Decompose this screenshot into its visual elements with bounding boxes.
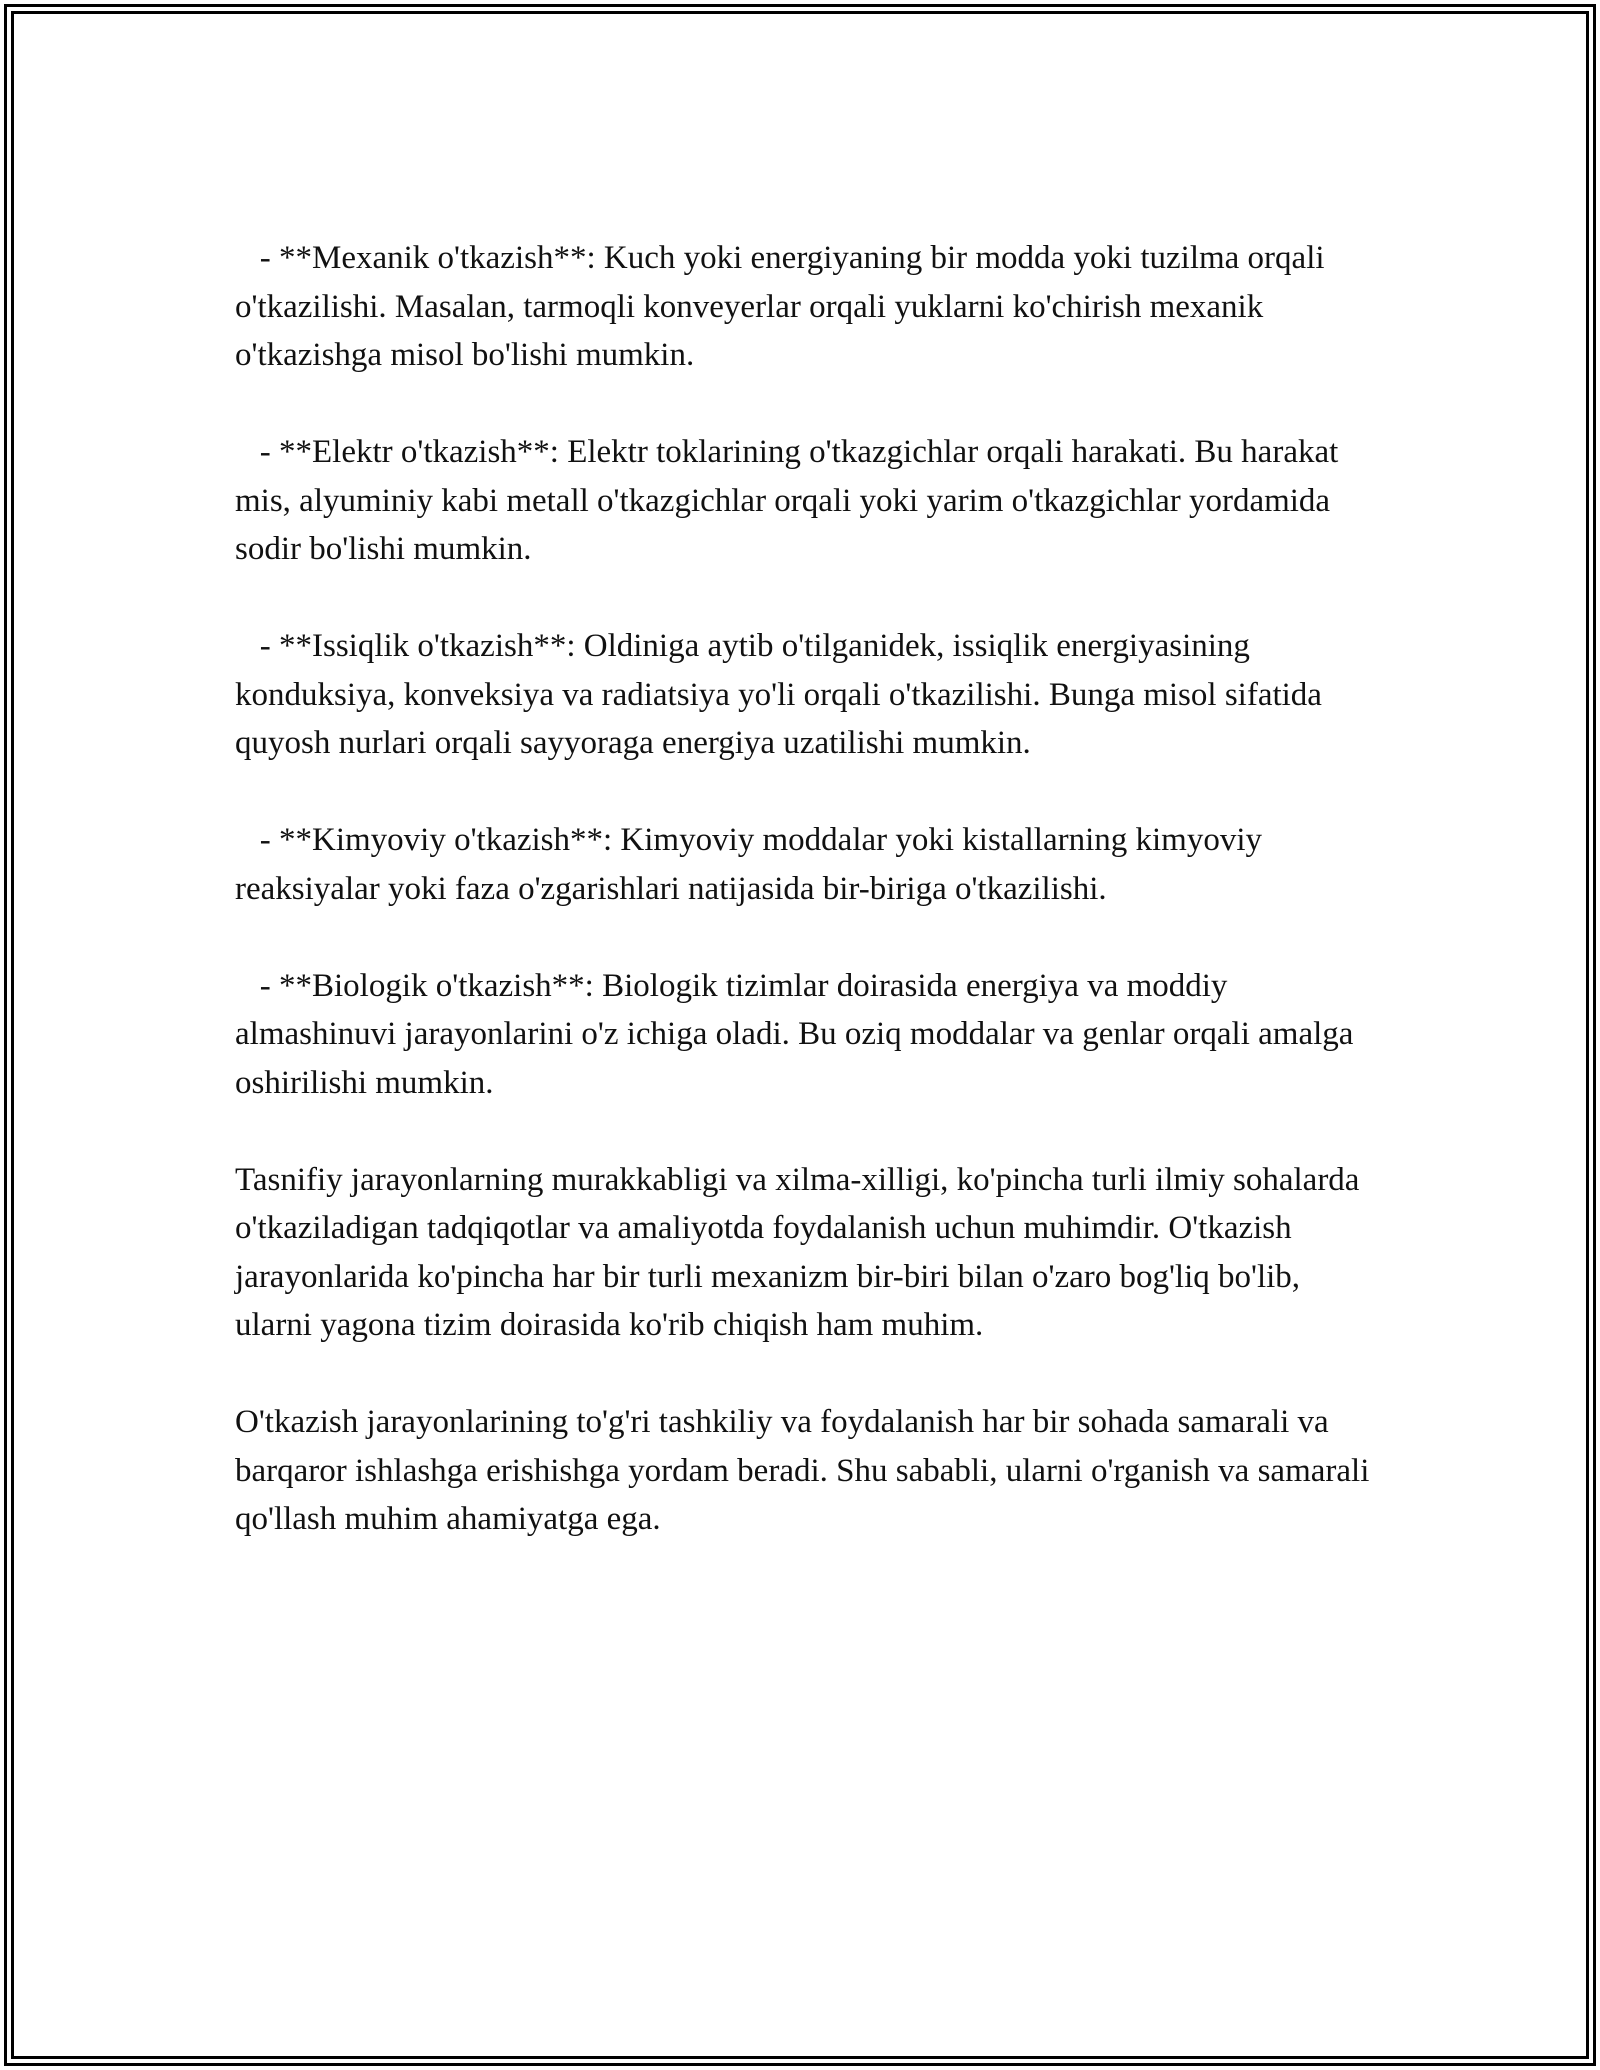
body-paragraph-conclusion: O'tkazish jarayonlarining to'g'ri tashkiliy va foydalanish har bir sohada samarali va barqaror ishlashga erishishga yordam beradi. Shu sababli, ularni o'rganish va samarali qo'llash muhim ahamiyatga ega. bbox=[235, 1404, 1378, 1537]
list-item-mexanik: - **Mexanik o'tkazish**: Kuch yoki energiyaning bir modda yoki tuzilma orqali o'tkazilishi. Masalan, tarmoqli konveyerlar orqali yuklarni ko'chirish mexanik o'tkazishga misol bo'lishi mumkin. bbox=[235, 240, 1333, 373]
document-body bbox=[235, 234, 1378, 1544]
list-item-biologik: - **Biologik o'tkazish**: Biologik tizimlar doirasida energiya va moddiy almashinuvi jarayonlarini o'z ichiga oladi. Bu oziq moddalar va genlar orqali amalga oshirilishi mumkin. bbox=[235, 967, 1362, 1101]
list-item-kimyoviy: - **Kimyoviy o'tkazish**: Kimyoviy moddalar yoki kistallarning kimyoviy reaksiyalar yoki faza o'zgarishlari natijasida bir-biriga o'tkazilishi. bbox=[235, 822, 1271, 907]
body-paragraph-tasnifiy: Tasnifiy jarayonlarning murakkabligi va xilma-xilligi, ko'pincha turli ilmiy sohalarda o'tkaziladigan tadqiqotlar va amaliyotda foydalanish uchun muhimdir. O'tkazish jarayonlarida ko'pincha har bir turli mexanizm bir-biri bilan o'zaro bog'liq bo'lib, ularni yagona tizim doirasida ko'rib chiqish ham muhim. bbox=[235, 1161, 1368, 1343]
list-item-issiqlik: - **Issiqlik o'tkazish**: Oldiniga aytib o'tilganidek, issiqlik energiyasining konduksiya, konveksiya va radiatsiya yo'li orqali o'tkazilishi. Bunga misol sifatida quyosh nurlari orqali sayyoraga energiya uzatilishi mumkin. bbox=[235, 628, 1331, 761]
list-item-elektr: - **Elektr o'tkazish**: Elektr toklarining o'tkazgichlar orqali harakati. Bu harakat mis, alyuminiy kabi metall o'tkazgichlar orqali yoki yarim o'tkazgichlar yordamida sodir bo'lishi mumkin. bbox=[235, 434, 1347, 567]
